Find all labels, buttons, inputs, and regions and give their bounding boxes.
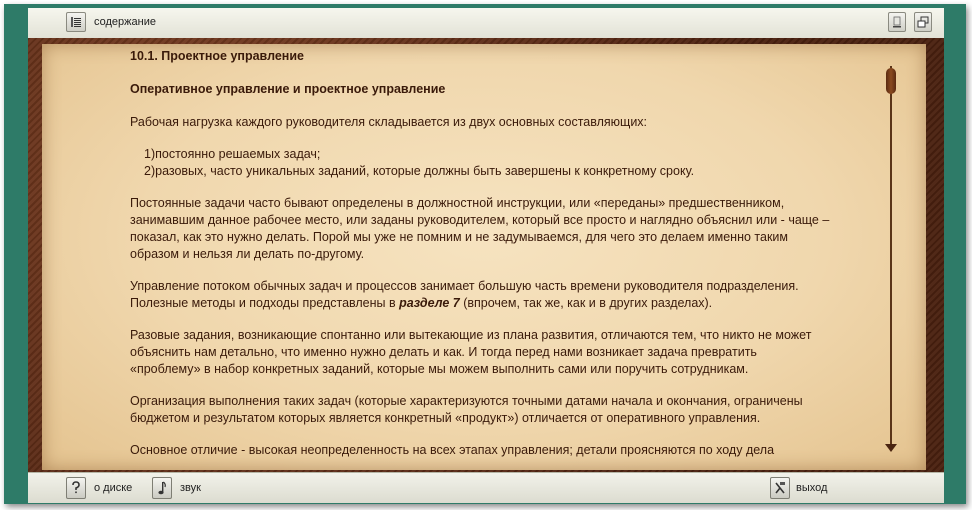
paragraph-3-start: Управление потоком обычных задач и процессов занимает большую часть времени руководителя подразделения. Полезные методы и подходы представлены в [130, 279, 799, 310]
restore-window-icon [917, 16, 929, 28]
question-mark-icon [71, 481, 81, 495]
wood-frame [28, 38, 944, 472]
about-disk-label[interactable]: о диске [94, 482, 133, 494]
list-item: 1)постоянно решаемых задач; [144, 147, 321, 161]
about-disk-button[interactable] [66, 477, 86, 499]
exit-label[interactable]: выход [796, 482, 828, 494]
top-toolbar [28, 8, 944, 39]
paragraph-3-end: (впрочем, так же, как и в других разделах). [459, 296, 713, 310]
scroll-down-arrow-icon[interactable] [885, 444, 897, 452]
paragraph-1: Рабочая нагрузка каждого руководителя складывается из двух основных составляющих: [130, 115, 648, 129]
app-window [4, 4, 966, 504]
scrollbar-thumb[interactable] [886, 68, 896, 94]
minimize-button[interactable] [888, 12, 906, 32]
paragraph-3 [130, 278, 830, 312]
paragraph-6: Основное отличие - высокая неопределенность на всех этапах управления; детали проясняются по ходу дела [130, 443, 775, 457]
minimize-icon [892, 16, 902, 28]
bottom-toolbar [28, 472, 944, 503]
paragraph-5: Организация выполнения таких задач (которые характеризуются точными датами начала и окончания, ограничены бюджетом и результатом которых является конкретный «продукт») отличается от оперативного управления. [130, 394, 803, 425]
section-7-link[interactable]: разделе 7 [399, 296, 460, 310]
sound-label[interactable]: звук [180, 482, 201, 494]
list-item: 2)разовых, часто уникальных заданий, которые должны быть завершены к конкретному сроку. [144, 164, 695, 178]
text-page [42, 44, 926, 470]
contents-label[interactable]: содержание [94, 16, 156, 28]
article-content [130, 48, 830, 470]
article-subtitle: Оперативное управление и проектное управление [130, 82, 446, 96]
scrollbar-track[interactable] [890, 66, 892, 448]
contents-list-icon [70, 16, 82, 28]
paragraph-2: Постоянные задачи часто бывают определены в должностной инструкции, или «переданы» предшественником, занимавшим данное рабочее место, или заданы руководителем, который все просто и наглядно объяснил или - чаще – показал, как это нужно делать. Порой мы уже не помним и не задумываемся, для чего это делаем именно таким образом и нельзя ли делать по-другому. [130, 196, 830, 261]
music-note-icon [157, 481, 167, 495]
restore-window-button[interactable] [914, 12, 932, 32]
exit-icon [774, 481, 786, 495]
task-list [130, 146, 830, 180]
exit-button[interactable] [770, 477, 790, 499]
contents-button[interactable] [66, 12, 86, 32]
article-title: 10.1. Проектное управление [130, 49, 304, 63]
paragraph-4: Разовые задания, возникающие спонтанно или вытекающие из плана развития, отличаются тем, что никто не может объяснить нам детально, что именно нужно делать и как. И тогда перед нами возникает задача превратить «проблему» в набор конкретных заданий, которые мы можем выполнить сами или поручить сотрудникам. [130, 328, 812, 376]
sound-button[interactable] [152, 477, 172, 499]
